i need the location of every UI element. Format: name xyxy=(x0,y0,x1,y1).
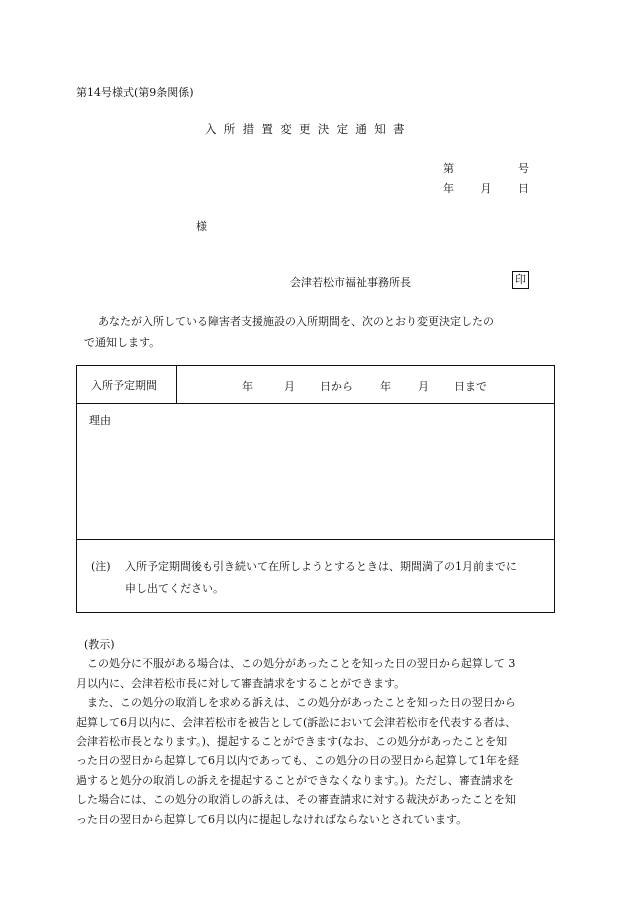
note-line-2: 申し出てください。 xyxy=(125,582,224,595)
document-date-line xyxy=(443,180,529,196)
reason-label: 理由 xyxy=(89,414,111,427)
appeal-instruction xyxy=(76,635,556,829)
date-day: 日 xyxy=(518,182,529,195)
period-end-month: 月 xyxy=(418,380,429,393)
period-end-day: 日まで xyxy=(454,380,487,393)
document-number-line xyxy=(443,160,529,176)
instruction-p2-line-7: った日の翌日から起算して6月以内に提起しなければならないとされています。 xyxy=(76,812,468,826)
instruction-heading: (教示) xyxy=(84,638,115,651)
number-suffix: 号 xyxy=(518,162,529,175)
note-row xyxy=(77,540,554,612)
instruction-p2-line-3: 会津若松市長となります。)、提起することができます(なお、この処分があったことを知 xyxy=(76,735,508,749)
period-start-day: 日から xyxy=(320,380,353,393)
date-year: 年 xyxy=(443,182,454,195)
instruction-p2-line-1: また、この処分の取消しを求める訴えは、この処分があったことを知った日の翌日から xyxy=(87,696,516,710)
instruction-p2-line-5: 過すると処分の取消しの訴えを提起することができなくなります。)。ただし、審査請求を xyxy=(76,773,514,787)
issuer-name: 会津若松市福祉事務所長 xyxy=(290,276,411,289)
notice-body-line-1: あなたが入所している障害者支援施設の入所期間を、次のとおり変更決定したの xyxy=(98,315,494,328)
notice-body-line-2: で通知します。 xyxy=(84,336,161,349)
instruction-p2-line-4: った日の翌日から起算して6月以内であっても、この処分の日の翌日から起算して1年を経 xyxy=(76,754,519,768)
period-value xyxy=(242,378,487,394)
note-prefix: (注) xyxy=(91,560,111,573)
reason-row xyxy=(77,403,554,540)
period-end-year: 年 xyxy=(380,380,391,393)
decision-table xyxy=(76,365,555,613)
period-start-month: 月 xyxy=(284,380,295,393)
date-month: 月 xyxy=(480,182,492,195)
instruction-p2-line-2: 起算して6月以内に、会津若松市を被告として(訴訟において会津若松市を代表する者は、 xyxy=(76,715,517,729)
document-title: 入所措置変更決定通知書 xyxy=(205,122,412,136)
instruction-p1-line-1: この処分に不服がある場合は、この処分があったことを知った日の翌日から起算して 3 xyxy=(87,657,516,671)
note-line-1: 入所予定期間後も引き続いて在所しようとするときは、期間満了の1月前までに xyxy=(125,560,517,573)
addressee-honorific: 様 xyxy=(196,220,207,233)
period-label: 入所予定期間 xyxy=(77,366,177,403)
period-row xyxy=(77,366,554,404)
form-number-label: 第14号様式(第9条関係) xyxy=(76,86,194,99)
number-prefix: 第 xyxy=(443,162,454,175)
instruction-p2-line-6: した場合には、この処分の取消しの訴えは、その審査請求に対する裁決があったことを知 xyxy=(76,793,516,807)
seal-mark: 印 xyxy=(512,271,529,289)
notice-body xyxy=(76,311,546,353)
instruction-p1-line-2: 月以内に、会津若松市長に対して審査請求をすることができます。 xyxy=(76,676,406,690)
period-start-year: 年 xyxy=(242,380,253,393)
